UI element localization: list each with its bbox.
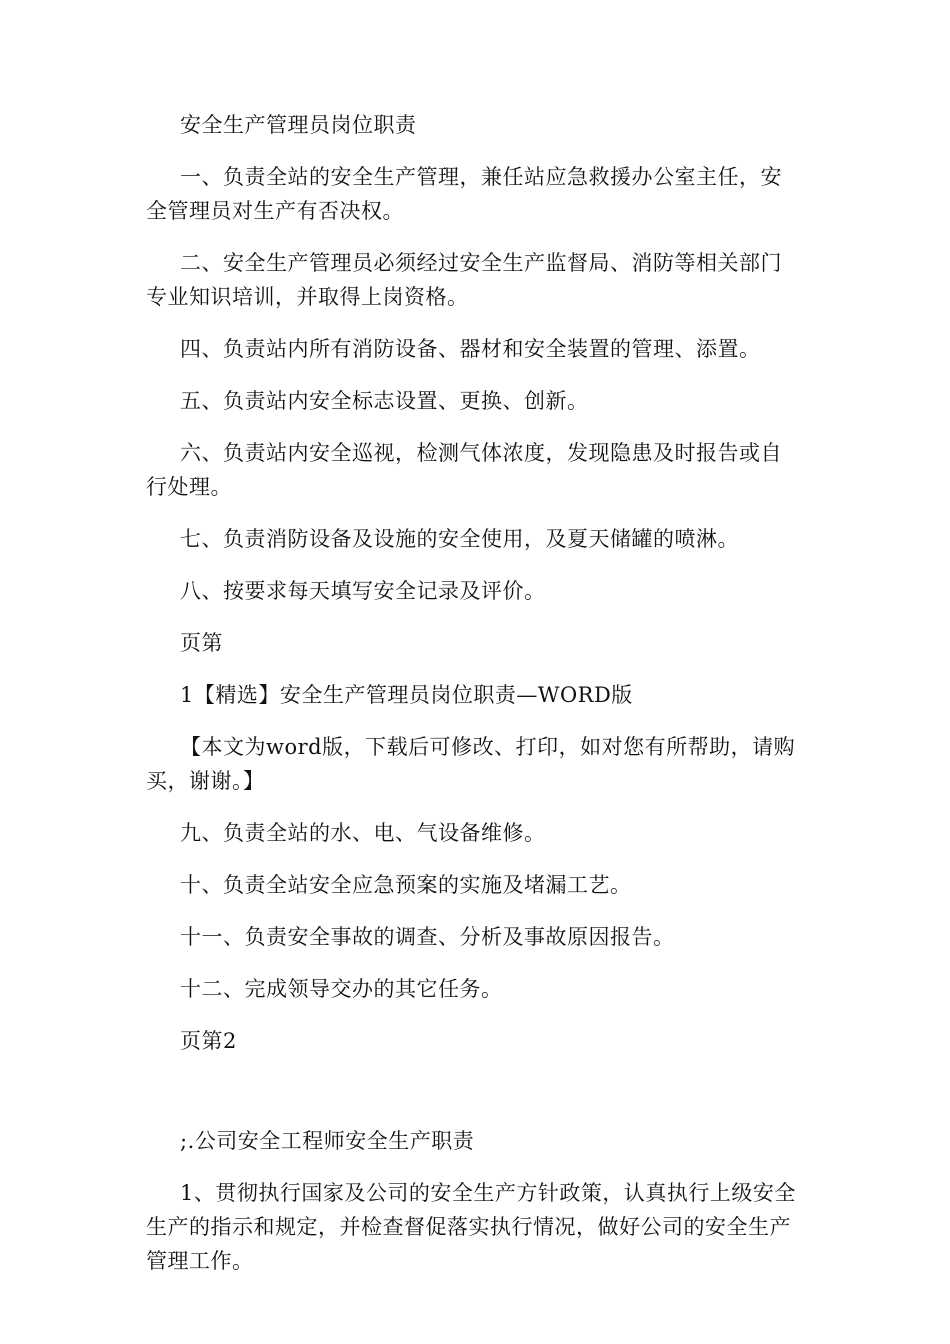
page-marker: 页第 (180, 631, 223, 655)
page-marker-2: 页第2 (180, 1029, 237, 1053)
paragraph-item-8: 八、按要求每天填写安全记录及评价。 (180, 579, 546, 603)
paragraph-item-9: 九、负责全站的水、电、气设备维修。 (180, 821, 546, 845)
document-body (146, 108, 798, 1296)
paragraph-item-12: 十二、完成领导交办的其它任务。 (180, 977, 503, 1001)
paragraph-item-10: 十、负责全站安全应急预案的实施及堵漏工艺。 (180, 873, 632, 897)
paragraph-item-7: 七、负责消防设备及设施的安全使用，及夏天储罐的喷淋。 (180, 527, 739, 551)
section-gap (146, 1076, 798, 1124)
paragraph-section-title: ;.公司安全工程师安全生产职责 (180, 1129, 475, 1153)
paragraph-item-4: 四、负责站内所有消防设备、器材和安全装置的管理、添置。 (180, 337, 761, 361)
paragraph-item-11: 十一、负责安全事故的调查、分析及事故原因报告。 (180, 925, 675, 949)
paragraph-item-2: 二、安全生产管理员必须经过安全生产监督局、消防等相关部门专业知识培训，并取得上岗资格。 (146, 251, 782, 309)
paragraph-heading-word: 1【精选】安全生产管理员岗位职责—WORD版 (180, 683, 633, 707)
paragraph-section-item-1: 1、贯彻执行国家及公司的安全生产方针政策，认真执行上级安全生产的指示和规定，并检查督促落实执行情况，做好公司的安全生产管理工作。 (146, 1181, 796, 1273)
paragraph-title: 安全生产管理员岗位职责 (180, 113, 417, 137)
paragraph-item-6: 六、负责站内安全巡视，检测气体浓度，发现隐患及时报告或自行处理。 (146, 441, 782, 499)
paragraph-item-5: 五、负责站内安全标志设置、更换、创新。 (180, 389, 589, 413)
paragraph-item-1: 一、负责全站的安全生产管理，兼任站应急救援办公室主任，安全管理员对生产有否决权。 (146, 165, 782, 223)
paragraph-notice: 【本文为word版，下载后可修改、打印，如对您有所帮助，请购买，谢谢。】 (146, 735, 796, 793)
